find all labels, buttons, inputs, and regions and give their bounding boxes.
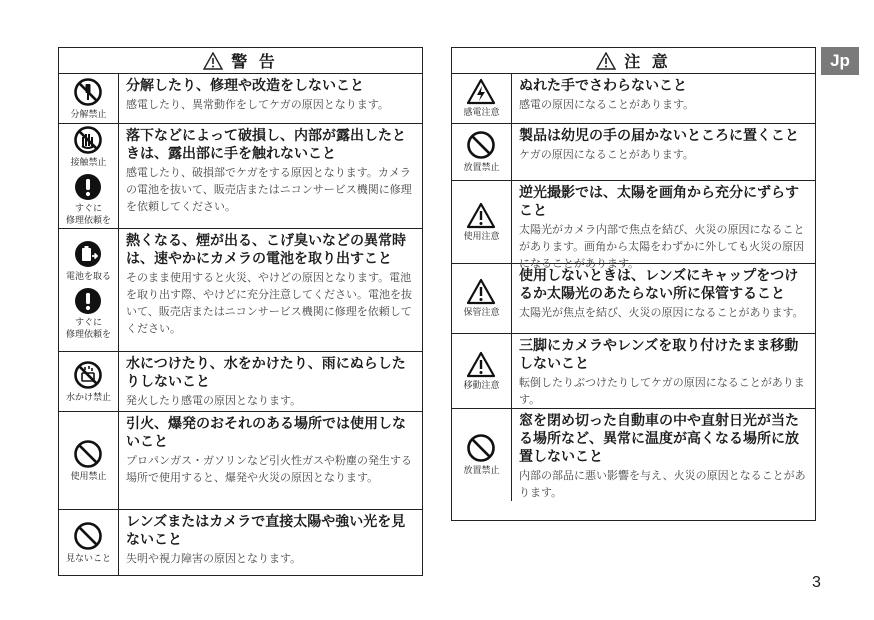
caution-row — [452, 409, 815, 501]
icon-group — [463, 130, 499, 174]
warning-row — [59, 352, 422, 412]
warning-row — [59, 74, 422, 124]
row-title: 落下などによって破損し、内部が露出したときは、露出部に手を触れないこと — [126, 128, 406, 162]
prohibited-icon — [466, 433, 496, 463]
warning-row — [59, 412, 422, 510]
caution-triangle-icon — [466, 202, 496, 229]
icon-column — [452, 264, 512, 333]
icon-label: 放置禁止 — [463, 466, 500, 476]
row-body: 太陽光がカメラ内部で焦点を結び、火災の原因になることがあります。画角から太陽をわずかに外しても火災の原因になることがあります。 — [519, 223, 805, 270]
icon-label: 分解禁止 — [70, 109, 107, 120]
icon-label: 保管注意 — [463, 308, 500, 318]
icon-label: 電池を取る — [65, 272, 111, 282]
warning-row — [59, 510, 422, 576]
icon-group — [70, 439, 106, 483]
icon-column — [59, 124, 119, 228]
row-body: 太陽光が焦点を結び、火災の原因になることがあります。 — [519, 306, 804, 319]
row-title: 三脚にカメラやレンズを取り付けたまま移動しないこと — [519, 338, 799, 372]
row-body: 失明や視力障害の原因となります。 — [126, 552, 302, 565]
row-title: 引火、爆発のおそれのある場所では使用しないこと — [126, 416, 406, 450]
icon-column — [452, 124, 512, 180]
warning-row — [59, 229, 422, 352]
warning-heading: 警 告 — [231, 52, 278, 71]
caution-row — [452, 264, 815, 334]
row-title: 水につけたり、水をかけたり、雨にぬらしたりしないこと — [126, 356, 406, 390]
warning-rows — [59, 74, 422, 576]
row-body: 内部の部品に悪い影響を与え、火災の原因となることがあります。 — [519, 469, 806, 499]
row-body: ケガの原因になることがあります。 — [519, 148, 694, 161]
text-column — [512, 181, 815, 270]
icon-column — [452, 334, 512, 408]
icon-label: 見ないこと — [65, 554, 111, 564]
icon-label: 放置禁止 — [463, 163, 500, 173]
warning-row — [59, 124, 422, 229]
row-body: プロパンガス・ガソリンなど引火性ガスや粉塵の発生する場所で使用すると、爆発や火災の原因となります。 — [126, 454, 412, 484]
warning-panel — [58, 47, 423, 576]
caution-row — [452, 334, 815, 409]
icon-label: 感電注意 — [463, 108, 500, 118]
icon-column — [452, 181, 512, 263]
warning-header — [59, 48, 422, 74]
row-title: 窓を閉め切った自動車の中や直射日光が当たる場所など、異常に温度が高くなる場所に放置しないこと — [519, 413, 799, 465]
icon-group — [66, 360, 111, 404]
warning-triangle-icon — [203, 52, 223, 70]
caution-triangle-icon — [466, 278, 496, 305]
icon-group — [66, 173, 111, 227]
caution-row — [452, 74, 815, 124]
icon-group — [66, 287, 111, 341]
electric-shock-caution-icon — [466, 78, 496, 105]
icon-column — [59, 510, 119, 576]
icon-label: 水かけ禁止 — [65, 392, 111, 403]
icon-label: 接触禁止 — [70, 158, 107, 168]
row-body: 転倒したりぶつけたりしてケガの原因になることがあります。 — [519, 376, 805, 406]
caution-heading-triangle-icon — [596, 52, 616, 70]
text-column — [512, 74, 815, 123]
caution-row — [452, 124, 815, 181]
row-body: 感電したり、異常動作をしてケガの原因となります。 — [126, 98, 389, 111]
caution-panel — [451, 47, 816, 521]
prohibited-icon — [73, 521, 103, 551]
page-number: 3 — [812, 574, 821, 591]
icon-label: すぐに 修理依頼を — [65, 204, 111, 226]
caution-row — [452, 181, 815, 270]
row-title: 製品は幼児の手の届かないところに置くこと — [519, 128, 799, 144]
row-title: レンズまたはカメラで直接太陽や強い光を見ないこと — [126, 514, 406, 548]
icon-label: すぐに 修理依頼を — [65, 318, 111, 340]
icon-group — [66, 521, 111, 565]
icon-column — [59, 229, 119, 351]
text-column — [512, 334, 815, 408]
row-title: 分解したり、修理や改造をしないこと — [126, 78, 364, 94]
row-title: 熱くなる、煙が出る、こげ臭いなどの異常時は、速やかにカメラの電池を取り出すこと — [126, 233, 406, 267]
icon-column — [59, 412, 119, 509]
text-column — [119, 74, 422, 123]
icon-column — [452, 74, 512, 123]
icon-group — [66, 239, 111, 283]
row-body: そのまま使用すると火災、やけどの原因となります。電池を取り出す際、やけどに充分注意してください。電池を抜いて、販売店またはニコンサービス機関に修理を依頼してください。 — [126, 271, 412, 335]
language-tab: Jp — [821, 47, 859, 75]
text-column — [512, 264, 815, 333]
prohibited-icon — [73, 439, 103, 469]
row-body: 感電したり、破損部でケガをする原因となります。カメラの電池を抜いて、販売店またはニコンサービス機関に修理を依頼してください。 — [126, 166, 412, 213]
caution-rows — [452, 74, 815, 501]
icon-column — [59, 352, 119, 411]
icon-group — [463, 278, 499, 319]
caution-triangle-icon — [466, 351, 496, 378]
text-column — [119, 510, 422, 576]
row-title: 使用しないときは、レンズにキャップをつけるか太陽光のあたらない所に保管すること — [519, 268, 799, 302]
text-column — [512, 409, 815, 501]
no-water-icon — [73, 360, 103, 390]
icon-group — [463, 433, 499, 477]
icon-label: 使用注意 — [463, 231, 500, 242]
row-body: 感電の原因になることがあります。 — [519, 98, 695, 111]
icon-column — [59, 74, 119, 123]
icon-label: 移動注意 — [463, 380, 500, 391]
text-column — [512, 124, 815, 180]
mandatory-exclamation-icon — [74, 173, 102, 201]
text-column — [119, 229, 422, 351]
caution-heading: 注 意 — [624, 52, 671, 71]
mandatory-exclamation-icon — [74, 287, 102, 315]
icon-group — [70, 125, 106, 169]
row-title: ぬれた手でさわらないこと — [519, 78, 687, 94]
row-body: 発火したり感電の原因となります。 — [126, 394, 302, 407]
icon-group — [463, 202, 499, 243]
contact-prohibited-icon — [73, 125, 103, 155]
icon-group — [70, 77, 106, 121]
text-column — [119, 412, 422, 509]
caution-header — [452, 48, 815, 74]
row-title: 逆光撮影では、太陽を画角から充分にずらすこと — [519, 185, 799, 219]
icon-group — [463, 351, 499, 392]
disassembly-prohibited-icon — [73, 77, 103, 107]
icon-group — [463, 78, 499, 119]
remove-battery-icon — [73, 239, 103, 269]
text-column — [119, 352, 422, 411]
text-column — [119, 124, 422, 228]
prohibited-icon — [466, 130, 496, 160]
icon-label: 使用禁止 — [70, 471, 107, 482]
icon-column — [452, 409, 512, 501]
